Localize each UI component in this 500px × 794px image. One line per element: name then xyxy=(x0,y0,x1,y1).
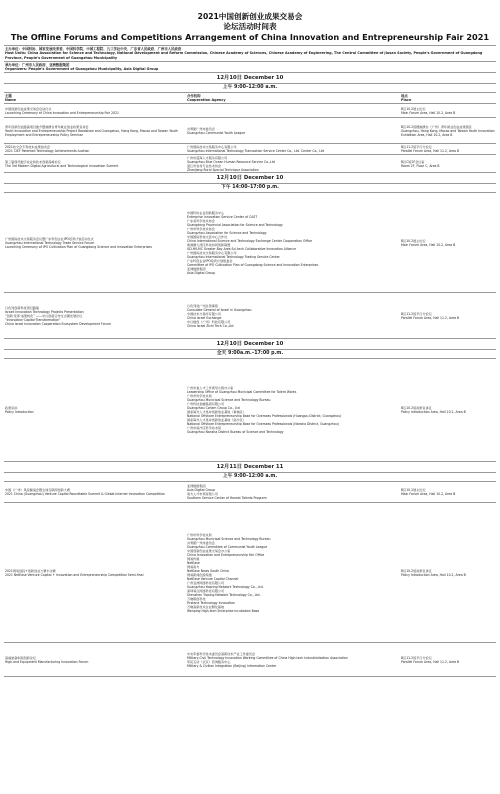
cooperation-agency-line: 南方人才市场有限公司 xyxy=(187,492,218,497)
cooperation-agency-line: GD-HK-MC Greater Bay Area Sci-tech Collaborative Innovation Alliance xyxy=(187,246,296,251)
column-header-name-line: 主题 xyxy=(5,93,12,98)
cooperation-agency-line: Consulate General of Israel in Guangzhou xyxy=(187,307,252,312)
event-place-line: B区11.2馆平行分论坛 xyxy=(401,655,432,660)
cooperation-agency-line: Leadership Office of Guangzhou Municipal Committee for Talent Works xyxy=(187,390,297,395)
event-place xyxy=(400,193,496,292)
cooperation-agency-line: Firstand Technology Innovation xyxy=(187,600,236,605)
cooperation-agency-line: Guangdong Provincial Association for Science and Technology xyxy=(187,222,283,227)
cooperation-agency-line: 万晓联创科技 xyxy=(187,596,206,601)
event-name xyxy=(4,359,186,461)
session-row: 全天 9:00a.m.–17:00 p.m. xyxy=(4,349,496,358)
event-name xyxy=(4,144,186,154)
cooperation-agency-line: 中国科协企业创新服务中心 xyxy=(187,210,225,215)
event-place-line: B区11.2馆平行分论坛 xyxy=(401,311,432,316)
cooperation-agency-line: Guangzhou Blue Ocean Human Resource Service Co.,Ltd xyxy=(187,159,275,164)
cooperation-agency-line: Guangzhou Communist Youth League xyxy=(187,130,246,135)
cooperation-agency-line: Southern Service Center of Honest Talents Program xyxy=(187,496,267,501)
host-units-cn: 主办单位：中国科协、国家发展改革委、中国科学院、中国工程院、九三学社中央、广东省人民政府、广州市人民政府 xyxy=(5,47,182,51)
table-row xyxy=(4,103,496,117)
event-place xyxy=(400,359,496,461)
event-place xyxy=(400,643,496,676)
event-place-line: B区10.2展主论坛 xyxy=(401,106,426,111)
event-place-line: Policy Introduction Area, Hall 10.2, Area B xyxy=(401,410,466,415)
event-name-line: “创新·变革·成果转化” ——中以创新合作生态圈发展论坛 xyxy=(5,313,83,318)
organizers-cn: 承办单位：广州市人民政府、亚洲数据集团 xyxy=(5,62,70,67)
cooperation-agency-line: Guangzhou International Technology Transaction Service Center Co., Ltd. Center Co., Ltd xyxy=(187,149,325,154)
event-name-line: 2021网易创投+创新创业大赛半决赛 xyxy=(5,568,56,573)
cooperation-agency-line: 国家海外人才离岸创新创业基地（南沙区） xyxy=(187,418,246,423)
table-row xyxy=(4,358,496,461)
cooperation-agency-line: 广州亚洲网络科技有限公司 xyxy=(187,580,225,585)
event-name-line: 第三届现代数字农业和技术创新高峰论坛 xyxy=(5,159,61,164)
cooperation-agency-line: Asia Digital Group xyxy=(187,270,215,275)
cooperation-agency-line: NetEase Venture Capital Channel xyxy=(187,576,239,581)
event-place-line: Main Forum Area, Hall 10.2, Area B xyxy=(401,110,456,115)
event-name-line: 2021 NetEase Venture Capital + Innovation and Entrepreneurship Competition Semi-final xyxy=(5,572,144,577)
event-place-line: B区10.2馆政策宣讲区 xyxy=(401,568,432,573)
cooperation-agency-line: 中以数创（广州）科技有限公司 xyxy=(187,319,231,324)
cooperation-agency xyxy=(186,482,400,502)
table-row xyxy=(4,502,496,642)
event-place xyxy=(400,118,496,143)
cooperation-agency-line: 以色列驻广州总领事馆 xyxy=(187,303,218,308)
event-place xyxy=(400,293,496,338)
cooperation-agency-line: 深圳易点网络科技有限公司 xyxy=(187,588,225,593)
date-row: 12月10日 December 10 xyxy=(4,338,496,349)
cooperation-agency-line: 中国创新创业成果交易会办公室 xyxy=(187,548,231,553)
event-name xyxy=(4,643,186,676)
cooperation-agency-line: 共青团广州市委员会 xyxy=(187,540,215,545)
event-name-line: 政策宣讲 xyxy=(5,406,18,411)
event-name-line: The 3rd Modern Digital Agricultural and Technological Innovation Summit xyxy=(5,163,119,168)
title-chinese: 2021中国创新创业成果交易会 xyxy=(197,12,303,21)
cooperation-agency-line: National Offshore Entrepreneurship Base for Overseas Professionals (Huangpu District, Guangzhou) xyxy=(187,414,342,419)
cooperation-agency-line: 广州市科学技术协会 xyxy=(187,226,215,231)
table-row xyxy=(4,143,496,154)
title-block xyxy=(4,12,496,42)
cooperation-agency-line: Military & Civilian Integration (Beijing) Information Center xyxy=(187,663,277,668)
event-name-line: 广州国际技术交易服务会议暨广东科创企业IPO培育计划启动仪式 xyxy=(5,236,94,241)
title-english: The Offline Forums and Competitions Arrangement of China Innovation and Entrepreneurship Fair 2021 xyxy=(10,32,490,42)
event-name-line: 中国创新创业成果交易会启动仪式 xyxy=(5,106,52,111)
cooperation-agency-line: NetEase xyxy=(187,560,200,565)
event-name-line: Youth Innovation and Entrepreneurship Project Roadshow and Guangzhou, Hong Kong, Macao and Taiwan Youth Employment and Entrepreneurship Policy Seminar xyxy=(5,128,178,137)
event-name xyxy=(4,193,186,292)
column-header-agency-line: 合作机构 xyxy=(187,93,201,98)
event-name-line: China Israel Innovation Cooperation Ecosystem Development Forum xyxy=(5,321,111,326)
event-name-line: High-end Equipment Manufacturing Innovation Forum xyxy=(5,659,89,664)
event-place-line: Parallel Forum Area, Hall 11.2, Area B xyxy=(401,315,460,320)
column-header-agency xyxy=(186,93,400,103)
cooperation-agency-line: 中国技术交易所有限公司 xyxy=(187,311,222,316)
table-row xyxy=(4,481,496,502)
session-row: 下午 14:00–17:00 p.m. xyxy=(4,183,496,192)
cooperation-agency-line: 网易新闻创投频道 xyxy=(187,572,212,577)
table-bottom-rule xyxy=(4,676,496,677)
cooperation-agency-line: 网易南方 xyxy=(187,564,200,569)
date-row: 12月11日 December 11 xyxy=(4,461,496,472)
cooperation-agency xyxy=(186,155,400,172)
date-row: 12月10日 December 10 xyxy=(4,72,496,83)
cooperation-agency-line: China Israel Exchange xyxy=(187,315,222,320)
column-header-place-line: 地点 xyxy=(401,93,408,98)
event-place-line: Main Forum Area, Hall 10.2, Area B xyxy=(401,242,456,247)
event-place-line: Parallel Forum Area, Hall 11.2, Area B xyxy=(401,149,460,154)
event-place xyxy=(400,155,496,172)
event-place-line: B区10.2馆穗港澳台（广州）青年就业创业成果展区 xyxy=(401,124,472,129)
column-header-place-line: Place xyxy=(401,98,412,103)
organizers-en: Organizers: People's Government of Guangzhou Municipality, Asia Digital Group xyxy=(5,67,159,72)
event-place xyxy=(400,104,496,117)
session-row: 上午 9:00–12:00 a.m. xyxy=(4,472,496,481)
cooperation-agency xyxy=(186,104,400,117)
cooperation-agency-line: Military-Civil Technology Innovation Working Committee of China High-tech Industrialization Association xyxy=(187,655,348,660)
cooperation-agency-line: Guangzhou Municipal Science and Technology Bureau xyxy=(187,398,271,403)
date-row: 12月10日 December 10 xyxy=(4,172,496,183)
event-name-line: “Innovation·Capital·Transformation” xyxy=(5,317,61,322)
cooperation-agency-line: Guangzhou Committee of Communist Youth League xyxy=(187,544,268,549)
organizers xyxy=(4,61,496,73)
event-place-line: B区10.2馆政策宣讲区 xyxy=(401,406,432,411)
event-place-line: B区C馆2F会议室 xyxy=(401,159,425,164)
cooperation-agency-line: China Innovation and Entrepreneurship Fair Office xyxy=(187,552,265,557)
cooperation-agency-line: 湛江市农村专业技术协会 xyxy=(187,163,222,168)
event-name-line: 2021 CIEF Patented Technology Achievements Auction xyxy=(5,149,90,154)
schedule-table xyxy=(4,72,496,676)
title-chinese-subtitle: 论坛活动时间表 xyxy=(223,22,277,31)
event-place-line: B区10.2展主论坛 xyxy=(401,238,426,243)
cooperation-agency-line: 万晓高新技术企业孵化基地 xyxy=(187,604,225,609)
cooperation-agency-line: Guangzhou Conkm Group Co., Ltd xyxy=(187,406,240,411)
cooperation-agency-line: NetEase News South China xyxy=(187,568,229,573)
cooperation-agency-line: 国家海外人才离岸创新创业基地（黄埔区） xyxy=(187,410,246,415)
cooperation-agency-line: 广州市委人才工作领导小组办公室 xyxy=(187,386,234,391)
cooperation-agency-line: 广东科创企业IPO培育计划组委会 xyxy=(187,258,233,263)
cooperation-agency-line: 广州科技金融集团有限公司 xyxy=(187,402,225,407)
cooperation-agency-line: 广东省科学技术协会 xyxy=(187,218,215,223)
event-name-line: Launching Ceremony of China Innovation and Entrepreneurship Fair 2021 xyxy=(5,110,119,115)
cooperation-agency-line: Zhanjiang Rural Special Technique Association xyxy=(187,167,259,172)
event-place-line: B区11.2馆平行分论坛 xyxy=(401,145,432,150)
event-place-line: B区10.2展主论坛 xyxy=(401,488,426,493)
cooperation-agency-line: China Israel Zichi Tech Co.,Ltd xyxy=(187,323,234,328)
cooperation-agency-line: 中国国际科技交流中心合作处 xyxy=(187,234,228,239)
event-name-line: 以色列创新科技项目路演 xyxy=(5,305,40,310)
column-header-name xyxy=(4,93,186,103)
table-row xyxy=(4,117,496,143)
cooperation-agency-line: Committee of IPO Cultivation Plan of Guangdong Science and Innovation Enterprises xyxy=(187,262,319,267)
cooperation-agency-line: 广州国际技术交易服务中心有限公司 xyxy=(187,250,237,255)
column-header-place xyxy=(400,93,496,103)
event-place xyxy=(400,482,496,502)
table-row xyxy=(4,154,496,172)
cooperation-agency-line: 广州市科学技术局 xyxy=(187,532,212,537)
event-name-line: 高端装备制造创新论坛 xyxy=(5,655,36,660)
table-row xyxy=(4,642,496,676)
cooperation-agency-line: Guangzhou Municipal Science and Technology Bureau xyxy=(187,536,271,541)
cooperation-agency-line: National Offshore Entrepreneurship Base for Overseas Professionals (Nansha District, Guangzhou) xyxy=(187,422,339,427)
session-row: 上午 9:00–12:00 a.m. xyxy=(4,83,496,92)
event-name-line: Israeli Innovation Technology Projects Presentation xyxy=(5,309,84,314)
cooperation-agency xyxy=(186,193,400,292)
event-name-line: 中国（广州）风投圆桌会暨全球互联网创新大赛 xyxy=(5,488,70,493)
cooperation-agency-line: 亚洲数据集团 xyxy=(187,266,206,271)
event-place xyxy=(400,144,496,154)
host-units-en: Host Units: China Association for Science and Technology, National Development and Reform Commission, Chinese Academy of Sciences, Chinese Academy of Engineering, The Central Committee of Jiusan Society, People's Government of Guangdong Province, People's Government of Guangzhou Municipality xyxy=(5,51,483,60)
cooperation-agency-line: Guangzhou Yaqxing Network Technology Co., Ltd. xyxy=(187,584,264,589)
cooperation-agency-line: 网易传媒 xyxy=(187,556,200,561)
event-name xyxy=(4,118,186,143)
cooperation-agency xyxy=(186,144,400,154)
table-row xyxy=(4,292,496,338)
event-place-line: Main Forum Area, Hall 10.2, Area B xyxy=(401,492,456,497)
event-name xyxy=(4,155,186,172)
cooperation-agency-line: Guangzhou International Technology Trading Service Center xyxy=(187,254,280,259)
event-place-line: Guangzhou, Hong Kong, Macao and Taiwan Youth Innovation Exhibition Area, Hall 10.2, Area B xyxy=(401,128,495,137)
event-name-line: Launching Ceremony of IPO Cultivation Plan of Guangdong Science and Innovation Enterprises xyxy=(5,244,152,249)
cooperation-agency xyxy=(186,293,400,338)
event-name xyxy=(4,104,186,117)
cooperation-agency xyxy=(186,503,400,642)
cooperation-agency-line: 广州市科学技术局 xyxy=(187,394,212,399)
cooperation-agency-line: Wenping High-tech Enterprise Incubation Base xyxy=(187,608,260,613)
cooperation-agency-line: 共青团广州市委员会 xyxy=(187,126,215,131)
event-name xyxy=(4,293,186,338)
cooperation-agency-line: Guangzhou Association for Science and Technology xyxy=(187,230,267,235)
cooperation-agency-line: Enterprise Innovation Service Center of CAST xyxy=(187,214,258,219)
cooperation-agency xyxy=(186,118,400,143)
event-name xyxy=(4,482,186,502)
event-place xyxy=(400,503,496,642)
cooperation-agency xyxy=(186,359,400,461)
column-header-agency-line: Cooperation Agency xyxy=(187,98,226,103)
cooperation-agency-line: Guangzhou Nansha District Bureau of Science and Technology xyxy=(187,430,284,435)
event-name-line: Policy Introduction xyxy=(5,410,34,415)
cooperation-agency-line: 亚洲数据集团 xyxy=(187,484,206,489)
column-header-row xyxy=(4,92,496,103)
cooperation-agency-line: Asia Digital Group xyxy=(187,488,215,493)
cooperation-agency xyxy=(186,643,400,676)
event-name-line: Guangzhou International Technology Trade Service Forum xyxy=(5,240,95,245)
cooperation-agency-line: 军民互动（北京）咨询服务中心 xyxy=(187,659,231,664)
event-place-line: Parallel Forum Area, Hall 11.2, Area B xyxy=(401,659,460,664)
host-units xyxy=(4,45,496,61)
table-row xyxy=(4,192,496,292)
event-name-line: 2021技交会专利技术成果拍卖会 xyxy=(5,145,50,150)
event-name-line: 2021 China (Guangzhou) Venture Capital Roundtable Summit & Global Internet Innovation Competition xyxy=(5,492,165,497)
cooperation-agency-line: 广州市蓝海人才服务有限公司 xyxy=(187,155,228,160)
cooperation-agency-line: 广州国际技术交易服务中心有限公司 xyxy=(187,145,237,150)
event-name xyxy=(4,503,186,642)
column-header-name-line: Name xyxy=(5,98,16,103)
cooperation-agency-line: Shenzhen Yiqxing Network Technology Co., Ltd. xyxy=(187,592,261,597)
cooperation-agency-line: 粤港澳大湾区科技协同创新联盟 xyxy=(187,242,231,247)
cooperation-agency-line: China International Science and Technology Exchange Center Cooperation Office xyxy=(187,238,313,243)
cooperation-agency-line: 广州市南沙区科学技术局 xyxy=(187,426,222,431)
event-place-line: Room 2F, Floor C, Area B xyxy=(401,163,440,168)
event-name-line: 青年创新创业路演项目推介暨港澳台青年就业创业政策宣讲会 xyxy=(5,124,89,129)
cooperation-agency-line: 中央军委科学技术委员会高新技术产业工作委员会 xyxy=(187,651,256,656)
event-place-line: Policy Introduction Area, Hall 10.2, Area B xyxy=(401,572,466,577)
